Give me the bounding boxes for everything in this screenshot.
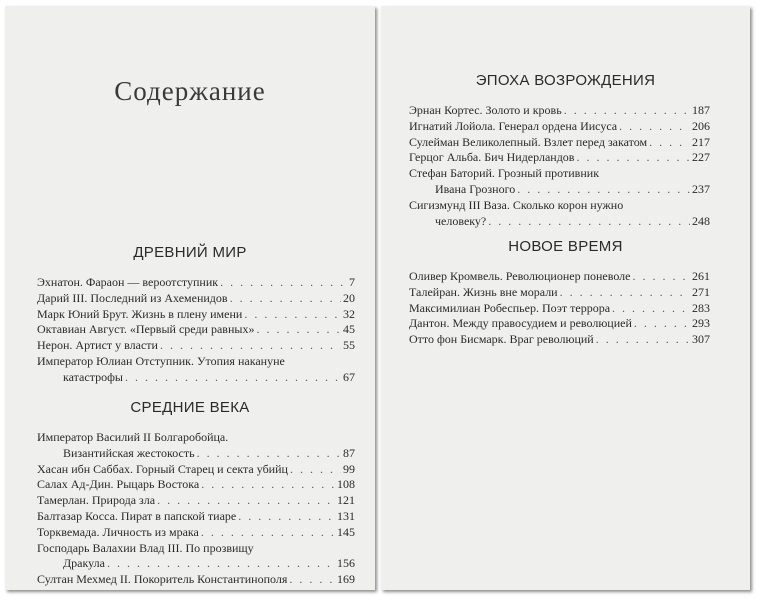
toc-page-number: 108 [337,477,355,492]
toc-entry-title: Октавиан Август. «Первый среди равных» [37,322,255,337]
toc-entry [409,301,710,317]
toc-entry-title: Император Василий II Болгаробойца. [37,430,229,444]
section-modern-era [381,238,750,348]
dot-leader [238,509,335,525]
dot-leader [596,332,690,348]
toc-entry-title-continuation: Византийская жестокость [63,445,195,460]
dot-leader [560,285,690,301]
dot-leader [612,301,690,317]
toc-entry [37,525,355,541]
dot-leader [201,525,335,541]
dot-leader [244,307,341,323]
dot-leader [160,338,341,354]
toc-entry [37,477,355,493]
toc-entry-title: Игнатий Лойола. Генерал ордена Иисуса [409,118,618,133]
toc-entry-title: Сулейман Великолепный. Взлет перед закатом [409,134,648,149]
toc-entry-title: Балтазар Косса. Пират в папской тиаре [37,508,237,523]
toc-entry-title: Эхнатон. Фараон — вероотступник [37,275,219,289]
toc-entry-title: Салах Ад-Дин. Рыцарь Востока [37,477,200,492]
toc-page-number: 227 [692,150,710,165]
toc-entry-title: Марк Юний Брут. Жизнь в плену имени [37,306,243,321]
dot-leader [619,119,690,135]
dot-leader [230,291,341,307]
toc-page-number: 99 [343,461,355,476]
toc-page-number: 45 [343,322,355,337]
dot-leader [107,556,335,572]
toc-entry-title: Дарий III. Последний из Ахеменидов [37,290,228,305]
toc-page-number: 87 [343,445,355,460]
toc-entry [409,269,710,285]
section-heading: СРЕДНИЕ ВЕКА [130,399,250,416]
toc-page-number: 67 [343,369,355,384]
toc-entry-title: Господарь Валахии Влад III. По прозвищу [37,540,254,555]
toc-entry [409,103,710,119]
toc-page-number: 271 [692,284,710,299]
toc-page-number: 261 [692,269,710,283]
toc-entry [409,166,710,198]
toc-entry-title: Эрнан Кортес. Золото и кровь [409,103,562,117]
dot-leader [157,493,335,509]
toc-entry [37,430,355,462]
dot-leader [290,462,341,478]
toc-entry-title: Отто фон Бисмарк. Враг революций [409,332,594,347]
toc-page-number: 293 [692,316,710,331]
dot-leader [125,370,341,386]
toc-page-number: 237 [692,181,710,196]
toc-page-number: 187 [692,103,710,117]
toc-entry [37,509,355,525]
toc-entry-title-continuation: Дракула [63,556,105,571]
toc-entry [37,291,355,307]
dot-leader [564,103,690,119]
left-page [5,6,375,590]
section-heading: ДРЕВНИЙ МИР [133,244,247,261]
toc-entry-title: Талейран. Жизнь вне морали [409,284,558,299]
contents-title: Содержание [114,76,266,106]
toc-entry-title: Герцог Альба. Бич Нидерландов [409,150,575,165]
toc-page-number: 283 [692,300,710,315]
toc-entry-title-continuation: Ивана Грозного [435,181,516,196]
toc-page-number: 248 [692,213,710,228]
dot-leader [632,269,690,285]
dot-leader [197,446,341,462]
toc-entry [409,316,710,332]
toc-page-number: 131 [337,508,355,523]
toc-page-number: 7 [349,275,355,289]
toc-entry [409,150,710,166]
toc-page-number: 206 [692,118,710,133]
toc-entry [409,135,710,151]
toc-entry [409,119,710,135]
section-heading: ЭПОХА ВОЗРОЖДЕНИЯ [475,72,656,89]
toc-page-number: 20 [343,290,355,305]
section-ancient-world [5,244,375,386]
toc-entry [37,322,355,338]
toc-entry [37,354,355,386]
toc-entry-title: Стефан Баторий. Грозный противник [409,166,600,181]
section-middle-ages [5,399,375,588]
toc-page-number: 32 [343,306,355,321]
toc-entry [409,285,710,301]
toc-entry-title: Тамерлан. Природа зла [37,493,156,508]
section-renaissance [381,72,750,229]
dot-leader [634,316,690,332]
toc-entry-title: Сигизмунд III Ваза. Сколько корон нужно [409,197,624,212]
dot-leader [289,572,335,588]
dot-leader [576,150,690,166]
section-heading: НОВОЕ ВРЕМЯ [508,238,623,255]
toc-entry-title: Хасан ибн Саббах. Горный Старец и секта убийц [37,461,288,476]
toc-entry-title-continuation: катастрофы [63,369,123,384]
toc-entry [37,541,355,573]
toc-entry-title: Султан Мехмед II. Покоритель Константинополя [37,572,288,587]
toc-entry [37,338,355,354]
right-page [381,6,750,590]
toc-page-number: 145 [337,524,355,539]
toc-entry-title: Дантон. Между правосудием и революцией [409,316,632,331]
toc-entry-title: Оливер Кромвель. Революционер поневоле [409,269,631,283]
toc-page-number: 307 [692,332,710,347]
toc-page-number: 156 [337,556,355,571]
toc-page-number: 217 [692,134,710,149]
toc-entry [37,275,355,291]
toc-entry [37,307,355,323]
toc-entry-title: Максимилиан Робеспьер. Поэт террора [409,300,611,315]
dot-leader [256,322,341,338]
toc-entry-title-continuation: человеку? [435,213,487,228]
toc-entry [409,332,710,348]
toc-entry-title: Нерон. Артист у власти [37,338,158,353]
toc-entry [37,462,355,478]
dot-leader [649,135,690,151]
toc-entry [37,572,355,588]
toc-entry-title: Торквемада. Личность из мрака [37,524,199,539]
dot-leader [488,214,690,230]
toc-page-number: 55 [343,338,355,353]
toc-entry [37,493,355,509]
dot-leader [517,182,690,198]
dot-leader [201,477,335,493]
dot-leader [220,275,347,291]
toc-page-number: 121 [337,493,355,508]
toc-entry-title: Император Юлиан Отступник. Утопия накануне [37,353,285,368]
toc-page-number: 169 [337,572,355,587]
toc-entry [409,198,710,230]
